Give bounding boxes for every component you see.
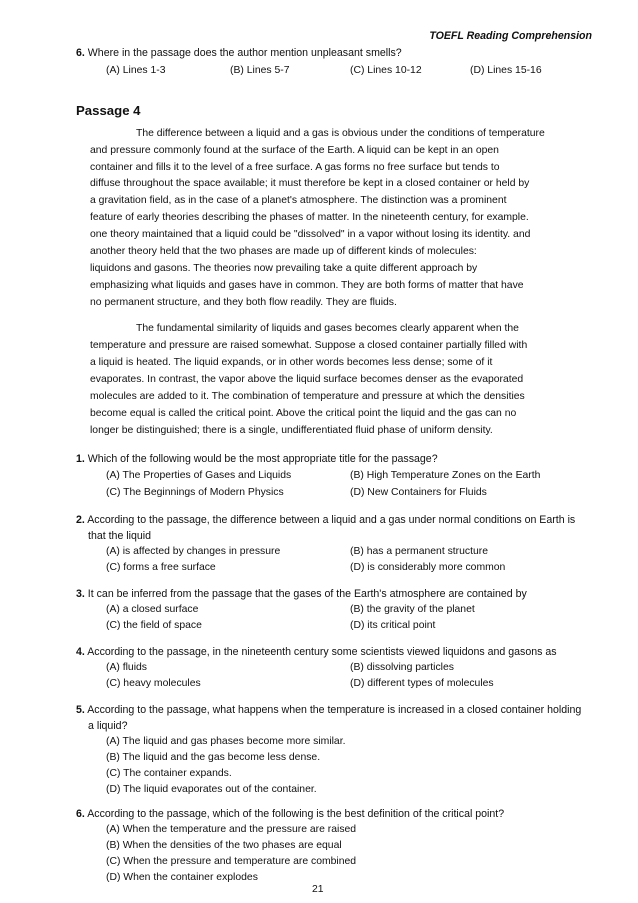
q3-option-b: (B) the gravity of the planet	[350, 604, 475, 615]
q5-option-a: (A) The liquid and gas phases become more similar.	[106, 736, 346, 747]
q5-option-b: (B) The liquid and the gas become less dense.	[106, 752, 321, 763]
question-text: According to the passage, what happens when the temperature is increased in a closed container holding	[87, 704, 582, 716]
prev-question-text: Where in the passage does the author mention unpleasant smells?	[87, 47, 402, 59]
question-number: 2.	[76, 514, 85, 526]
passage-line: diffuse throughout the space available; it must therefore be kept in a closed container or held by	[90, 178, 530, 189]
q4-option-d: (D) different types of molecules	[350, 678, 494, 689]
q5-option-d: (D) The liquid evaporates out of the container.	[106, 784, 317, 795]
q6-option-b: (B) When the densities of the two phases are equal	[106, 840, 342, 851]
q5-option-c: (C) The container expands.	[106, 768, 232, 779]
passage-line: one theory maintained that a liquid could be "dissolved" in a vapor without losing its identity. and	[90, 229, 531, 240]
passage-line: container and fills it to the level of a free surface. A gas forms no free surface but tends to	[90, 162, 500, 173]
question-number: 1.	[76, 453, 85, 465]
q2-option-c: (C) forms a free surface	[106, 562, 216, 573]
question-2	[76, 514, 575, 526]
question-3	[76, 588, 527, 600]
passage-line: and pressure commonly found at the surface of the Earth. A liquid can be kept in an open	[90, 145, 499, 156]
question-text: According to the passage, the difference between a liquid and a gas under normal conditions on Earth is	[87, 514, 576, 526]
question-text: Which of the following would be the most appropriate title for the passage?	[87, 453, 438, 465]
question-number: 6.	[76, 808, 85, 820]
prev-question-number: 6.	[76, 47, 85, 59]
q1-option-b: (B) High Temperature Zones on the Earth	[350, 470, 541, 481]
passage-line: The fundamental similarity of liquids and gases becomes clearly apparent when the	[136, 323, 519, 334]
passage-line: The difference between a liquid and a gas is obvious under the conditions of temperature	[136, 128, 545, 139]
prev-option-d: (D) Lines 15-16	[470, 65, 542, 76]
q3-option-a: (A) a closed surface	[106, 604, 199, 615]
q1-option-a: (A) The Properties of Gases and Liquids	[106, 470, 292, 481]
q4-option-c: (C) heavy molecules	[106, 678, 201, 689]
prev-option-b: (B) Lines 5-7	[230, 65, 290, 76]
q2-option-b: (B) has a permanent structure	[350, 546, 489, 557]
question-number: 3.	[76, 588, 85, 600]
question-text: According to the passage, which of the following is the best definition of the critical point?	[87, 808, 505, 820]
passage-line: a liquid is heated. The liquid expands, or in other words becomes less dense; some of it	[90, 357, 493, 368]
passage-line: another theory held that the two phases are made up of different kinds of molecules:	[90, 246, 477, 257]
question-number: 4.	[76, 646, 85, 658]
prev-question	[76, 47, 402, 59]
passage-line: liquidons and gasons. The theories now prevailing take a quite different approach by	[90, 263, 478, 274]
q1-option-d: (D) New Containers for Fluids	[350, 487, 487, 498]
passage-line: emphasizing what liquids and gases have in common. They are both forms of matter that have	[90, 280, 524, 291]
question-text-continued: a liquid?	[88, 720, 128, 732]
passage-line: longer be distinguished; there is a single, undifferentiated fluid phase of uniform density.	[90, 425, 493, 436]
question-5	[76, 704, 581, 716]
passage-line: a gravitation field, as in the case of a planet's atmosphere. The distinction was a prominent	[90, 195, 507, 206]
q4-option-a: (A) fluids	[106, 662, 147, 673]
q3-option-c: (C) the field of space	[106, 620, 202, 631]
question-text: According to the passage, in the nineteenth century some scientists viewed liquidons and gasons as	[87, 646, 557, 658]
q1-option-c: (C) The Beginnings of Modern Physics	[106, 487, 284, 498]
passage-line: temperature and pressure are raised somewhat. Suppose a closed container partially filled with	[90, 340, 528, 351]
q6-option-d: (D) When the container explodes	[106, 872, 258, 883]
q3-option-d: (D) its critical point	[350, 620, 436, 631]
passage-line: molecules are added to it. The combination of temperature and pressure at which the densities	[90, 391, 525, 402]
q2-option-d: (D) is considerably more common	[350, 562, 506, 573]
prev-option-a: (A) Lines 1-3	[106, 65, 166, 76]
question-text: It can be inferred from the passage that the gases of the Earth's atmosphere are contained by	[87, 588, 527, 600]
q2-option-a: (A) is affected by changes in pressure	[106, 546, 281, 557]
q6-option-c: (C) When the pressure and temperature are combined	[106, 856, 357, 867]
prev-option-c: (C) Lines 10-12	[350, 65, 422, 76]
page-number: 21	[312, 884, 324, 895]
question-1	[76, 453, 438, 465]
question-4	[76, 646, 557, 658]
question-6	[76, 808, 504, 820]
passage-title: Passage 4	[76, 103, 141, 118]
question-text-continued: that the liquid	[88, 530, 152, 542]
passage-line: no permanent structure, and they both flow readily. They are fluids.	[90, 297, 397, 308]
q4-option-b: (B) dissolving particles	[350, 662, 454, 673]
question-number: 5.	[76, 704, 85, 716]
passage-line: feature of early theories describing the phases of matter. In the nineteenth century, for example.	[90, 212, 529, 223]
passage-line: become equal is called the critical point. Above the critical point the liquid and the gas can no	[90, 408, 517, 419]
q6-option-a: (A) When the temperature and the pressure are raised	[106, 824, 357, 835]
passage-line: evaporates. In contrast, the vapor above the liquid surface becomes denser as the evaporated	[90, 374, 524, 385]
running-head: TOEFL Reading Comprehension	[429, 30, 592, 42]
